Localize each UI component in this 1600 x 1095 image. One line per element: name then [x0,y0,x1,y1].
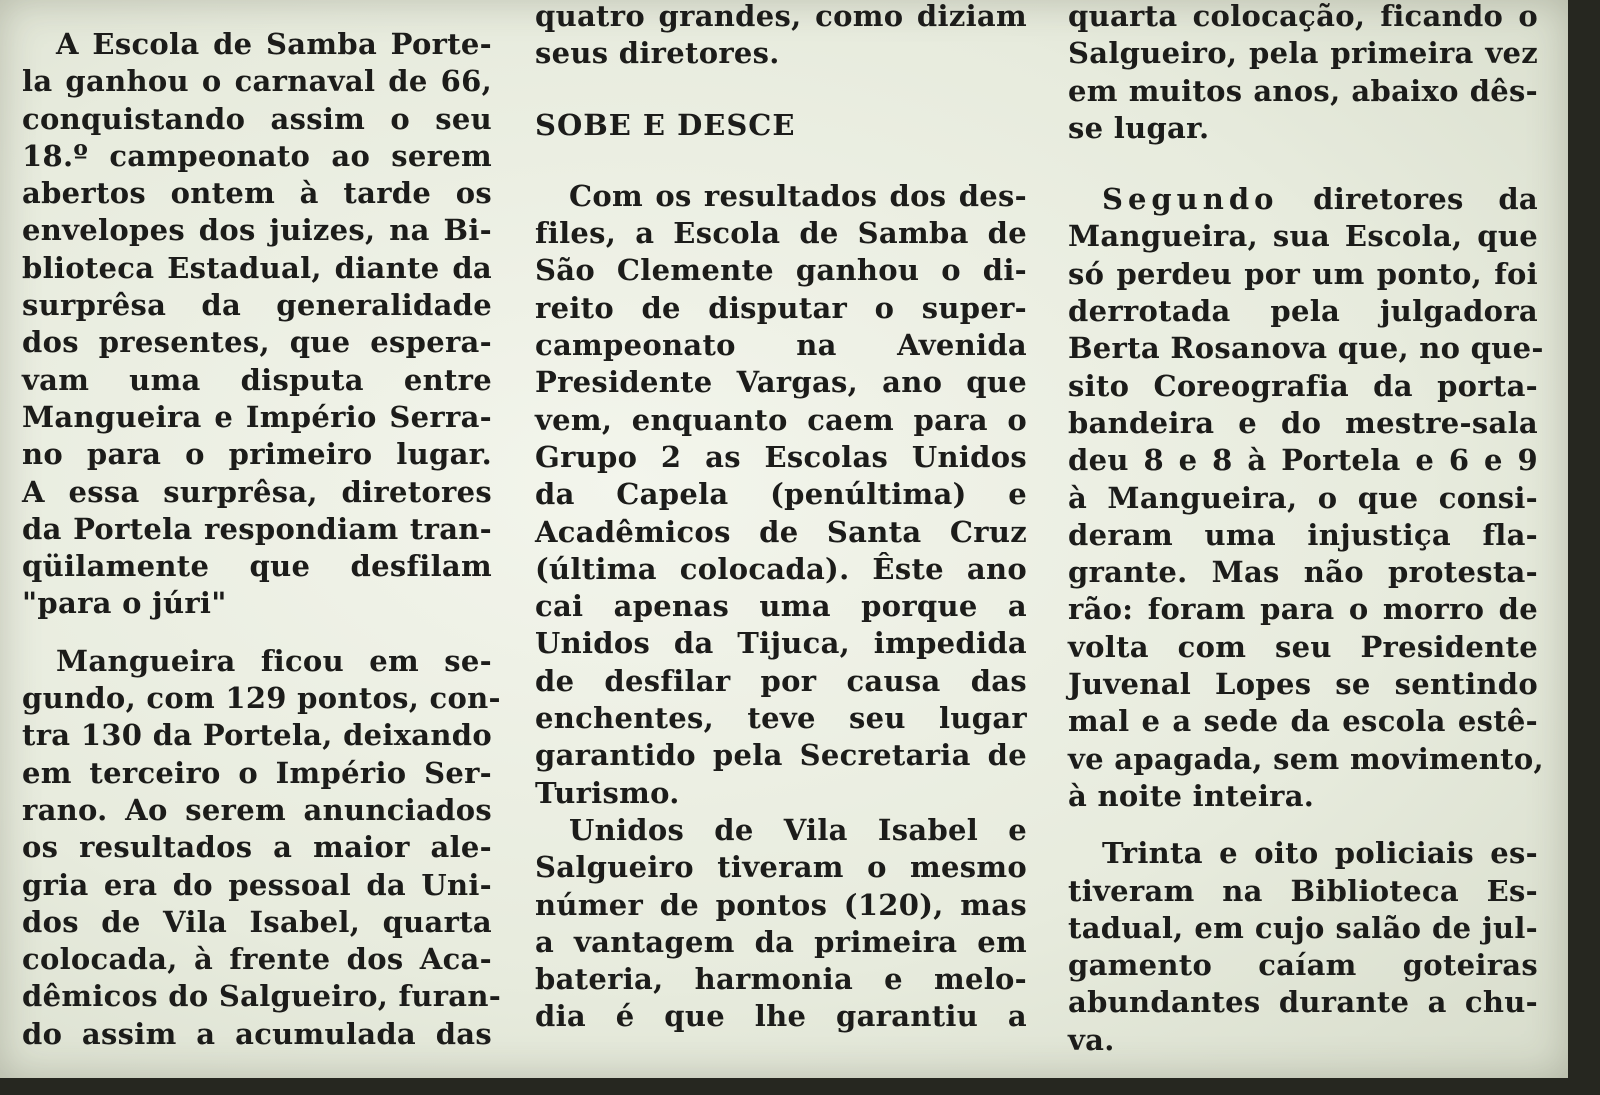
article-column-1 [22,26,502,1053]
text-line: à noite inteira. [1068,778,1315,813]
text-line: derrotada pela julgadora [1068,294,1538,329]
lead-rest: diretores da [1313,182,1538,217]
text-line: Salgueiro, pela primeira vez [1068,36,1538,71]
text-line: os resultados a maior ale- [22,830,492,865]
text-line: envelopes dos juizes, na Bi- [22,213,492,248]
text-line: dos de Vila Isabel, quarta [22,904,492,939]
text-line: mal e a sede da escola estê- [1068,704,1538,739]
text-line: bandeira e do mestre-sala [1068,405,1538,440]
text-line: enchentes, teve seu lugar [535,701,1027,736]
text-line: colocada, à frente dos Aca- [22,942,492,977]
text-line: Com os resultados dos des- [569,178,1027,213]
paragraph-results [535,178,1027,812]
text-line: blioteca Estadual, diante da [22,250,492,285]
text-line: cai apenas uma porque a [535,589,1027,624]
text-line: la ganhou o carnaval de 66, [22,64,492,99]
text-line: Mangueira e Império Serra- [22,399,492,434]
paragraph-vila-isabel [535,812,1027,1036]
text-line: vam uma disputa entre [22,362,492,397]
text-line: Salgueiro tiveram o mesmo [535,850,1027,885]
text-line: deu 8 e 8 à Portela e 6 e 9 [1068,443,1538,478]
text-line: rano. Ao serem anunciados [22,792,492,827]
text-line: conquistando assim o seu [22,101,492,136]
text-line: tra 130 da Portela, deixando [22,718,492,753]
text-line: Unidos da Tijuca, impedida [535,626,1027,661]
text-line: campeonato na Avenida [535,328,1027,363]
text-line: A essa surprêsa, diretores [22,474,492,509]
text-line: tadual, em cujo salão de jul- [1068,910,1538,945]
paragraph-mangueira-directors [1068,181,1544,815]
text-line: dêmicos do Salgueiro, furan- [22,979,502,1014]
text-line: Mangueira ficou em se- [56,643,492,678]
text-line: vem, enquanto caem para o [535,402,1027,437]
text-line: em muitos anos, abaixo dês- [1068,73,1538,108]
text-line: gamento caíam goteiras [1068,948,1538,983]
text-line: volta com seu Presidente [1068,629,1538,664]
article-column-2 [535,0,1027,1036]
text-line: Unidos de Vila Isabel e [569,812,1027,847]
article-column-3 [1068,0,1544,1059]
text-line: (última colocada). Êste ano [535,551,1027,586]
text-line: Mangueira, sua Escola, que [1068,219,1538,254]
text-line: deram uma injustiça fla- [1068,517,1538,552]
text-line: Turismo. [535,775,680,810]
text-line: Berta Rosanova que, no que- [1068,331,1544,366]
text-line: 18.º campeonato ao serem [22,138,492,173]
text-line: númer de pontos (120), mas [535,887,1027,922]
text-line: tiveram na Biblioteca Es- [1068,873,1538,908]
paragraph-second-place [22,643,502,1053]
text-line: seus diretores. [535,36,780,71]
text-line: de desfilar por causa das [535,663,1027,698]
text-line: va. [1068,1022,1115,1057]
text-line: quatro grandes, como diziam [535,0,1027,33]
text-line: gundo, com 129 pontos, con- [22,681,501,716]
text-line: Grupo 2 as Escolas Unidos [535,439,1027,474]
text-line: da Capela (penúltima) e [535,477,1027,512]
text-line: surprêsa da generalidade [22,288,492,323]
text-line [1068,181,1538,218]
paragraph-opening [22,26,492,623]
spaced-lead-word: Segundo [1102,182,1279,217]
text-line: Acadêmicos de Santa Cruz [535,514,1027,549]
text-line: Juvenal Lopes se sentindo [1068,667,1538,702]
text-line: do assim a acumulada das [22,1016,492,1051]
text-line: abertos ontem à tarde os [22,176,492,211]
text-line: a vantagem da primeira em [535,924,1027,959]
section-heading-text: SOBE E DESCE [535,107,796,142]
text-line: A Escola de Samba Porte- [56,27,492,61]
text-line: no para o primeiro lugar. [22,437,492,472]
text-line: quarta colocação, ficando o [1068,0,1538,33]
text-line: São Clemente ganhou o di- [535,253,1027,288]
text-line: se lugar. [1068,110,1210,145]
text-line: abundantes durante a chu- [1068,985,1538,1020]
text-line: à Mangueira, o que consi- [1068,480,1538,515]
text-line: files, a Escola de Samba de [535,216,1027,251]
text-line: Presidente Vargas, ano que [535,365,1027,400]
text-line: rão: foram para o morro de [1068,592,1538,627]
text-line: dos presentes, que espera- [22,325,492,360]
text-line: "para o júri" [22,586,227,621]
text-line: gria era do pessoal da Uni- [22,867,492,902]
text-line: dia é que lhe garantiu a [535,999,1027,1034]
text-line: da Portela respondiam tran- [22,511,492,546]
text-line: qüilamente que desfilam [22,549,492,584]
text-line: sito Coreografia da porta- [1068,368,1538,403]
text-line: reito de disputar o super- [535,290,1027,325]
text-line: garantido pela Secretaria de [535,738,1027,773]
paragraph-continuation [535,0,1027,73]
section-heading [535,107,1027,144]
text-line: grante. Mas não protesta- [1068,555,1538,590]
text-line: Trinta e oito policiais es- [1102,836,1538,871]
paragraph-continuation [1068,0,1538,147]
text-line: só perdeu por um ponto, foi [1068,256,1538,291]
paragraph-police [1068,835,1538,1059]
text-line: em terceiro o Império Ser- [22,755,492,790]
text-line: ve apagada, sem movimento, [1068,741,1544,776]
text-line: bateria, harmonia e melo- [535,962,1027,997]
